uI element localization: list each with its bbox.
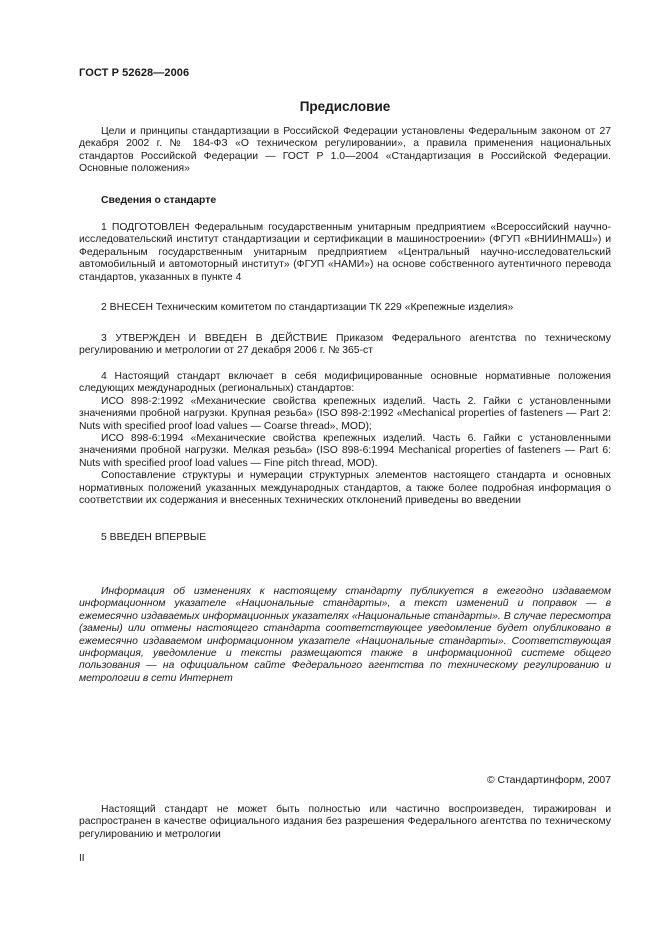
item-4-iso-898-2: ИСО 898-2:1992 «Механические свойства крепежных изделий. Часть 2. Гайки с установленными значениями пробной нагрузки. Крупная резьба» (ISO 898-2:1992 «Mechanical properties of fasteners — Part 2: Nuts with specified proof load values — Coarse thread», MOD); (79, 395, 611, 432)
notice-block (79, 804, 611, 841)
info-paragraph: Информация об изменениях к настоящему стандарту публикуется в ежегодно издаваемом информационном указателе «Национальные стандарты», а текст изменений и поправок — в ежемесячно издаваемых информационных указателях «Национальные стандарты». В случае пересмотра (замены) или отмены настоящего стандарта соответствующее уведомление будет опубликовано в ежемесячно издаваемом информационном указателе «Национальные стандарты». Соответствующая информация, уведомление и тексты размещаются также в информационной системе общего пользования — на официальном сайте Федерального агентства по техническому регулированию и метрологии в сети Интернет (79, 586, 611, 684)
standard-code: ГОСТ Р 52628—2006 (79, 67, 190, 79)
item-3 (79, 333, 611, 358)
section-subhead: Сведения о стандарте (101, 195, 217, 206)
info-block (79, 586, 611, 685)
intro-paragraph: Цели и принципы стандартизации в Российской Федерации установлены Федеральным законом от 27 декабря 2002 г. № 184-ФЗ «О техническом регулировании», а правила применения национальных стандартов Российской Федерации — ГОСТ Р 1.0—2004 «Стандартизация в Российской Федерации. Основные положения» (79, 126, 611, 175)
item-4-iso-898-6: ИСО 898-6:1994 «Механические свойства крепежных изделий. Часть 6. Гайки с установленными значениями пробной нагрузки. Мелкая резьба» (ISO 898-6:1994 Mechanical properties of fasteners — Part 6: Nuts with specified proof load values — Fine pitch thread, MOD). (79, 433, 611, 469)
item-5-text: 5 ВВЕДЕН ВПЕРВЫЕ (101, 532, 207, 543)
item-5 (79, 532, 611, 544)
item-2 (79, 302, 611, 314)
page-number: II (79, 853, 85, 864)
item-1-text: 1 ПОДГОТОВЛЕН Федеральным государственным унитарным предприятием «Всероссийский научно-исследовательский институт стандартизации и сертификации в машиностроении» (ФГУП «ВНИИНМАШ») и Федеральным государственным унитарным предприятием «Центральный научно-исследовательский автомобильный и автомоторный институт» (ФГУП «НАМИ») на основе собственного аутентичного перевода стандартов, указанных в пункте 4 (79, 222, 611, 283)
item-1 (79, 222, 611, 284)
intro-block (79, 126, 611, 176)
item-3-text: 3 УТВЕРЖДЕН И ВВЕДЕН В ДЕЙСТВИЕ Приказом Федерального агентства по техническому регулированию и метрологии от 27 декабря 2006 г. № 365-ст (79, 333, 611, 357)
item-4-text: 4 Настоящий стандарт включает в себя модифицированные основные нормативные положения следующих международных (региональных) стандартов: (79, 371, 611, 395)
item-4-comparison: Сопоставление структуры и нумерации структурных элементов настоящего стандарта и основных нормативных положений указанных международных стандартов, а также более подробная информация о соответствии их содержания и внесенных технических отклонений приведены во введении (79, 470, 611, 507)
page-title: Предисловие (299, 99, 391, 114)
copyright: © Стандартинформ, 2007 (486, 775, 611, 786)
item-2-text: 2 ВНЕСЕН Техническим комитетом по стандартизации ТК 229 «Крепежные изделия» (101, 302, 514, 313)
item-4 (79, 371, 611, 507)
notice-paragraph: Настоящий стандарт не может быть полностью или частично воспроизведен, тиражирован и распространен в качестве официального издания без разрешения Федерального агентства по техническому регулированию и метрологии (79, 804, 611, 840)
